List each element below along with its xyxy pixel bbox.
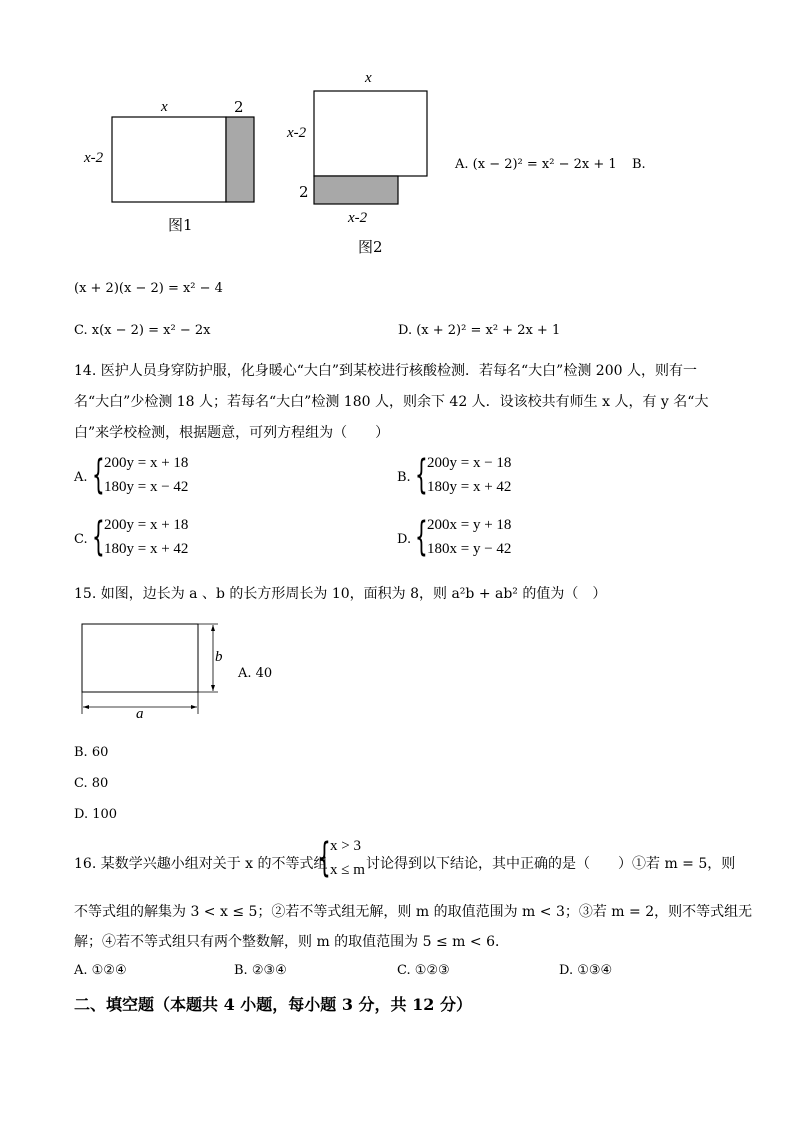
figure-2-drawing xyxy=(300,85,440,215)
brace-icon: { xyxy=(318,835,331,881)
fig2-bottom-label: x-2 xyxy=(348,210,368,226)
q15-rectangle-drawing xyxy=(76,618,236,728)
q14-stem-line-1: 14. 医护人员身穿防护服，化身暖心“大白”到某校进行核酸检测．若每名“大白”检测 200 人，则有一 xyxy=(74,363,697,379)
brace-icon: { xyxy=(92,452,105,498)
inequality-1: x > 3 xyxy=(330,838,361,854)
q16-option-c: C. ①②③ xyxy=(397,963,450,978)
brace-icon: { xyxy=(415,514,428,560)
brace-icon: { xyxy=(92,514,105,560)
q16-option-d: D. ①③④ xyxy=(559,963,613,978)
q15-fig-a-label: a xyxy=(136,706,144,722)
equation-1: 200y = x − 18 xyxy=(427,455,512,471)
q13-option-b: B. xyxy=(632,157,646,172)
q14-option-b-label: B. xyxy=(397,470,411,485)
fig1-top-right-label: 2 xyxy=(234,98,244,116)
q15-fig-b-label: b xyxy=(215,649,223,665)
q13-option-b-expression: (x + 2)(x − 2) = x² − 4 xyxy=(74,281,223,296)
equation-2: 180y = x + 42 xyxy=(104,541,189,557)
equation-1: 200y = x + 18 xyxy=(104,455,189,471)
q15-option-c: C. 80 xyxy=(74,776,109,791)
fig1-caption: 图1 xyxy=(168,216,193,234)
q14-option-a-system xyxy=(92,452,232,505)
q14-option-c-label: C. xyxy=(74,532,88,547)
q14-option-d-system xyxy=(415,514,555,567)
equation-2: 180y = x + 42 xyxy=(427,479,512,495)
q15-option-a: A. 40 xyxy=(238,666,273,681)
q14-option-d-label: D. xyxy=(397,532,412,547)
q13-option-d: D. (x + 2)² = x² + 2x + 1 xyxy=(398,323,561,338)
q15-figure xyxy=(76,618,236,728)
q16-stem-line-3: 解；④若不等式组只有两个整数解，则 m 的取值范围为 5 ≤ m < 6． xyxy=(74,934,509,950)
brace-icon: { xyxy=(415,452,428,498)
q16-stem-post: 讨论得到以下结论，其中正确的是（ ）①若 m = 5，则 xyxy=(366,856,736,872)
q15-option-d: D. 100 xyxy=(74,807,118,822)
q16-stem-pre: 16. 某数学兴趣小组对关于 x 的不等式组 xyxy=(74,856,328,872)
q13-option-a: A. (x − 2)² = x² − 2x + 1 xyxy=(455,157,617,172)
figure-2 xyxy=(300,85,440,215)
q14-stem-line-2: 名“大白”少检测 18 人；若每名“大白”检测 180 人，则余下 42 人．设该校共有师生 x 人，有 y 名“大 xyxy=(74,394,709,410)
equation-1: 200x = y + 18 xyxy=(427,517,512,533)
q15-option-b: B. 60 xyxy=(74,745,109,760)
fig2-left-label: x-2 xyxy=(287,125,307,141)
q13-option-c: C. x(x − 2) = x² − 2x xyxy=(74,323,211,338)
fig1-left-label: x-2 xyxy=(84,150,104,166)
q14-option-b-system xyxy=(415,452,555,505)
q15-stem: 15. 如图，边长为 a 、b 的长方形周长为 10，面积为 8，则 a²b + ab² 的值为（ ） xyxy=(74,586,607,602)
fig2-bottom-left-label: 2 xyxy=(299,183,309,201)
q16-stem-line-2: 不等式组的解集为 3 < x ≤ 5；②若不等式组无解，则 m 的取值范围为 m < 3；③若 m = 2，则不等式组无 xyxy=(74,904,753,920)
fig2-caption: 图2 xyxy=(358,238,383,256)
q14-option-a-label: A. xyxy=(74,470,88,485)
fig2-top-label: x xyxy=(365,70,372,86)
equation-2: 180y = x − 42 xyxy=(104,479,189,495)
q14-stem-line-3: 白”来学校检测，根据题意，可列方程组为（ ） xyxy=(74,425,390,441)
fig1-top-label: x xyxy=(161,99,168,115)
q16-option-b: B. ②③④ xyxy=(234,963,287,978)
q16-option-a: A. ①②④ xyxy=(74,963,127,978)
equation-1: 200y = x + 18 xyxy=(104,517,189,533)
q14-option-c-system xyxy=(92,514,232,567)
equation-2: 180x = y − 42 xyxy=(427,541,512,557)
inequality-2: x ≤ m xyxy=(330,862,365,878)
section-2-title: 二、填空题（本题共 4 小题，每小题 3 分，共 12 分） xyxy=(74,995,472,1014)
